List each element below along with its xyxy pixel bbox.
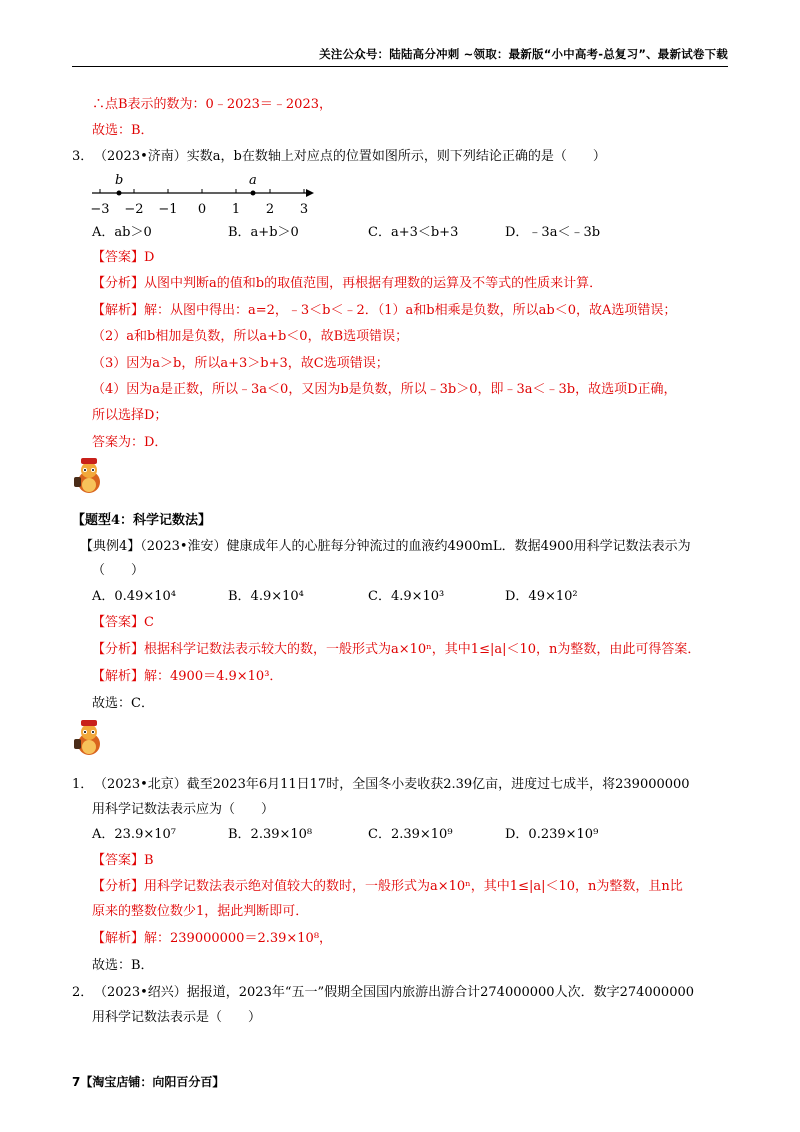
- q3-option-c: C．a+3＜b+3: [368, 225, 459, 240]
- type4-option-b: B．4.9×10⁴: [228, 589, 304, 604]
- point-a-dot: [251, 191, 256, 196]
- q1-stem-1: （2023•北京）截至2023年6月11日17时，全国冬小麦收获2.39亿亩，进度过七成半，将239000000: [94, 777, 690, 792]
- q2-number: 2．: [72, 985, 94, 1000]
- prev-answer-line: ∴点B表示的数为：0﹣2023＝﹣2023，: [92, 97, 332, 112]
- header-rule: [72, 66, 728, 67]
- q3-number: 3．: [72, 149, 94, 164]
- type4-analysis: 【分析】根据科学记数法表示较大的数，一般形式为a×10ⁿ，其中1≤|a|＜10，n为整数，由此可得答案．: [92, 642, 701, 657]
- number-line-arrow: [306, 189, 314, 197]
- q3-solution-5: 所以选择D；: [92, 408, 168, 423]
- q3-analysis: 【分析】从图中判断a的值和b的取值范围，再根据有理数的运算及不等式的性质来计算．: [92, 276, 603, 291]
- q3-option-a: A．ab＞0: [92, 225, 152, 240]
- type4-answer: 【答案】C: [92, 615, 154, 630]
- type4-option-c: C．4.9×10³: [368, 589, 445, 604]
- prev-choose: 故选：B．: [92, 123, 154, 138]
- type4-option-a: A．0.49×10⁴: [92, 589, 176, 604]
- q3-answer: 【答案】D: [92, 250, 155, 265]
- number-line-tick-label: −2: [124, 202, 144, 217]
- type4-final: 故选：C．: [92, 696, 154, 711]
- point-b-label: b: [115, 173, 124, 188]
- q2-stem-1: （2023•绍兴）据报道，2023年“五一”假期全国国内旅游出游合计274000000人次．数字274000000: [94, 985, 695, 1000]
- q3-final: 答案为：D．: [92, 435, 168, 450]
- mascot-icon: [72, 717, 106, 757]
- q1-answer: 【答案】B: [92, 853, 154, 868]
- q3-solution-4: （4）因为a是正数，所以﹣3a＜0，又因为b是负数，所以﹣3b＞0，即﹣3a＜﹣3b，故选项D正确，: [92, 382, 677, 397]
- type4-solution: 【解析】解：4900＝4.9×10³．: [92, 669, 283, 684]
- number-line-tick-label: 1: [231, 202, 241, 217]
- point-a-label: a: [249, 173, 257, 188]
- page-footer: 7【淘宝店铺：向阳百分百】: [72, 1075, 225, 1089]
- type4-option-d: D．49×10²: [505, 589, 578, 604]
- page-header: 关注公众号：陆陆高分冲刺 ~领取：最新版“小中高考-总复习”、最新试卷下载: [319, 47, 728, 61]
- q3-option-b: B．a+b＞0: [228, 225, 299, 240]
- q1-final: 故选：B．: [92, 958, 154, 973]
- q3-stem: （2023•济南）实数a，b在数轴上对应点的位置如图所示，则下列结论正确的是（ ）: [94, 149, 606, 164]
- q1-solution: 【解析】解：239000000＝2.39×10⁸，: [92, 931, 333, 946]
- q1-number: 1．: [72, 777, 94, 792]
- mascot-icon: [72, 455, 106, 495]
- q2-stem-2: 用科学记数法表示是（ ）: [92, 1010, 262, 1025]
- type4-example-line-1: 【典例4】（2023•淮安）健康成年人的心脏每分钟流过的血液约4900mL．数据4900用科学记数法表示为: [80, 539, 691, 554]
- number-line-tick-label: −1: [158, 202, 178, 217]
- q1-stem-2: 用科学记数法表示应为（ ）: [92, 802, 275, 817]
- type4-example-line-2: （ ）: [92, 563, 145, 578]
- q3-solution-1: 【解析】解：从图中得出：a=2，﹣3＜b＜﹣2．（1）a和b相乘是负数，所以ab＜0，故A选项错误；: [92, 303, 677, 318]
- q1-option-a: A．23.9×10⁷: [92, 827, 176, 842]
- number-line-tick-label: 3: [299, 202, 309, 217]
- q1-analysis-2: 原来的整数位数少1，据此判断即可．: [92, 904, 309, 919]
- q1-option-c: C．2.39×10⁹: [368, 827, 453, 842]
- q3-solution-2: （2）a和b相加是负数，所以a+b＜0，故B选项错误；: [92, 329, 409, 344]
- q3-solution-3: （3）因为a＞b，所以a+3＞b+3，故C选项错误；: [92, 356, 389, 371]
- q1-analysis-1: 【分析】用科学记数法表示绝对值较大的数时，一般形式为a×10ⁿ，其中1≤|a|＜10，n为整数，且n比: [92, 879, 683, 894]
- point-b-dot: [117, 191, 122, 196]
- type4-title: 【题型4：科学记数法】: [72, 513, 212, 528]
- number-line-tick-label: 0: [197, 202, 207, 217]
- q1-option-b: B．2.39×10⁸: [228, 827, 313, 842]
- number-line: [88, 173, 318, 223]
- q1-option-d: D．0.239×10⁹: [505, 827, 599, 842]
- number-line-tick-label: −3: [90, 202, 110, 217]
- number-line-tick-label: 2: [265, 202, 275, 217]
- q3-option-d: D．﹣3a＜﹣3b: [505, 225, 601, 240]
